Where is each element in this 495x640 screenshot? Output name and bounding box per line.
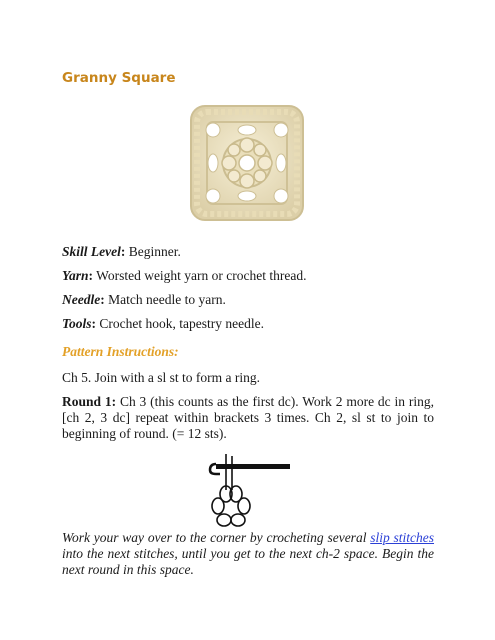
corner-text-after: into the next stitches, until you get to the next ch-2 space. Begin the next round in this space. (62, 546, 434, 577)
tools-value: Crochet hook, tapestry needle. (96, 316, 264, 331)
needle-line: Needle: Match needle to yarn. (62, 292, 226, 307)
granny-square-photo (183, 100, 311, 228)
round-1-label: Round 1: (62, 394, 117, 409)
pattern-instructions-heading: Pattern Instructions: (62, 344, 179, 359)
page-title: Granny Square (62, 70, 176, 86)
round-1-paragraph (62, 394, 434, 442)
tools-label: Tools (62, 316, 92, 331)
needle-value: Match needle to yarn. (104, 292, 226, 307)
yarn-label: Yarn (62, 268, 89, 283)
needle-label: Needle (62, 292, 101, 307)
round-1-text: Ch 3 (this counts as the first dc). Work 2 more dc in ring, [ch 2, 3 dc] repeat within brackets 3 times. Ch 2, sl st to join to beginning of round. (= 12 sts). (62, 394, 434, 441)
skill-level-line: Skill Level: Beginner. (62, 244, 181, 259)
tools-line: Tools: Crochet hook, tapestry needle. (62, 316, 264, 331)
yarn-line: Yarn: Worsted weight yarn or crochet thread. (62, 268, 307, 283)
slip-stitch-diagram (204, 444, 292, 534)
skill-level-value: Beginner. (125, 244, 181, 259)
yarn-value: Worsted weight yarn or crochet thread. (93, 268, 307, 283)
skill-level-label: Skill Level (62, 244, 121, 259)
corner-instruction (62, 530, 434, 578)
corner-text-before: Work your way over to the corner by crocheting several (62, 530, 371, 545)
ch5-instruction: Ch 5. Join with a sl st to form a ring. (62, 370, 260, 385)
slip-stitches-link[interactable]: slip stitches (370, 530, 435, 545)
